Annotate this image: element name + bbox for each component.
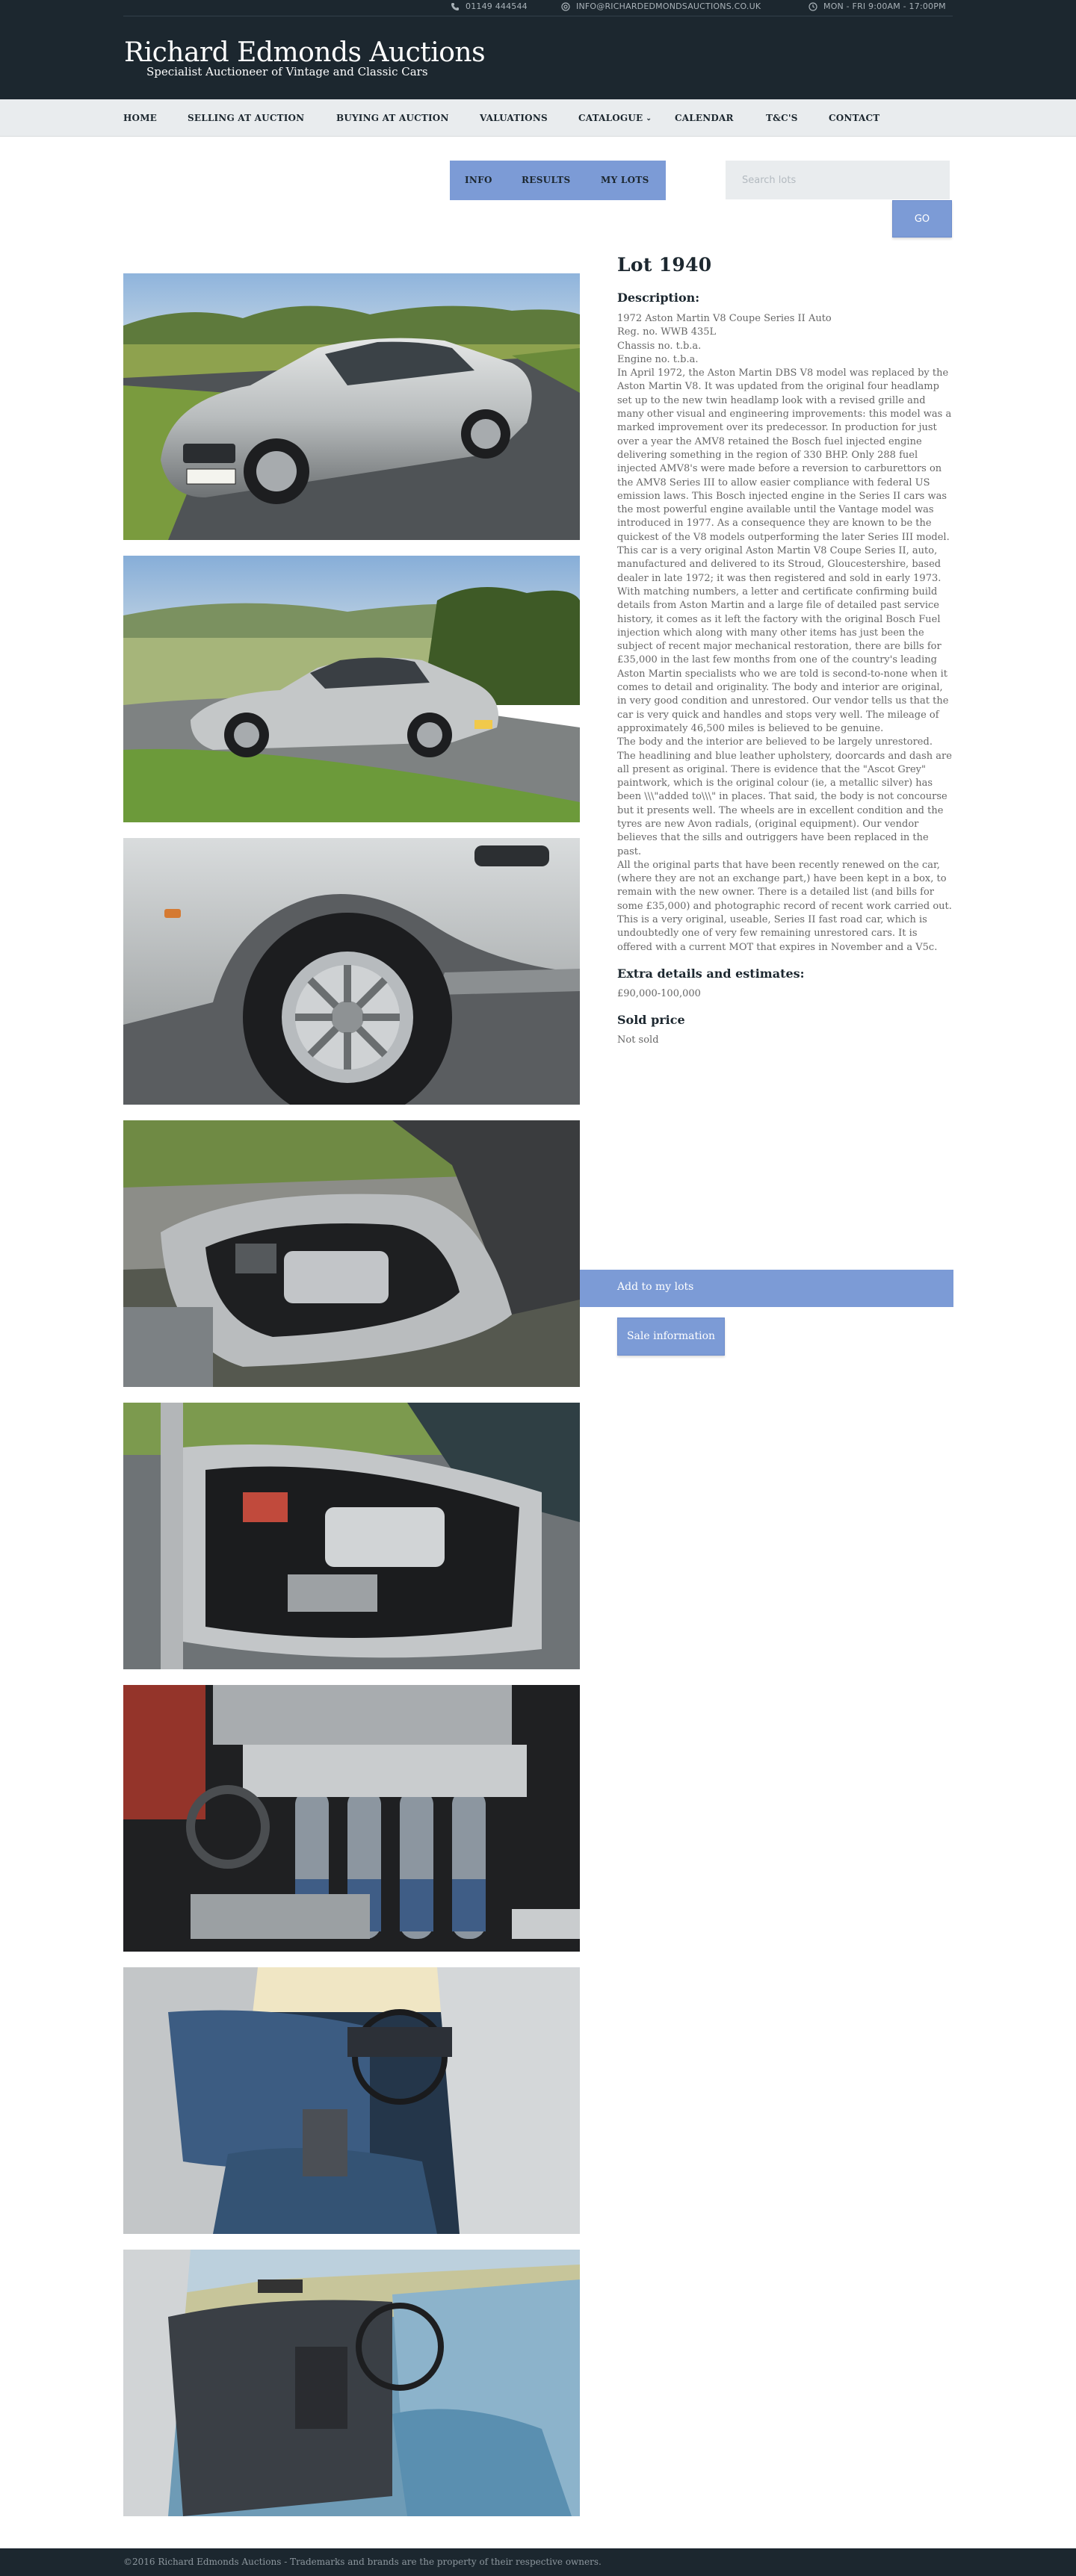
chevron-down-icon: ⌄ — [646, 115, 652, 122]
phone-number: 01149 444544 — [466, 1, 528, 11]
sold-price-heading: Sold price — [617, 1012, 685, 1027]
subnav-info[interactable]: INFO — [465, 175, 492, 185]
description-paragraph: The body and the interior are believed to be largely unrestored. The headlining and blue leather upholstery, doorcards and dash are all present as original. There is evidence that the "Ascot Grey" paintwork, which is the original colour (ie, a metallic silver) has been \\\"added to\\\" in places. That said, the body is not concourse but it presents well. The wheels are in excellent condition and the tyres are new Avon radials, (original equipment). Our vendor believes that the sills and outriggers have been replaced in the past. — [617, 736, 952, 857]
engine-bay-photo[interactable] — [123, 1120, 580, 1387]
engine-bay-angle-photo[interactable] — [123, 1403, 580, 1669]
description-paragraph: This is a very original, useable, Series II fast road car, which is undoubtedly one of very few remaining unrestored cars. It is offered with a current MOT that expires in November and a V5c. — [617, 914, 938, 953]
car-front-three-quarter-photo[interactable] — [123, 273, 580, 540]
site-tagline: Specialist Auctioneer of Vintage and Classic Cars — [146, 65, 428, 78]
search-input[interactable] — [726, 161, 950, 199]
site-title[interactable]: Richard Edmonds Auctions — [124, 37, 486, 68]
nav-item-selling-at-auction[interactable]: SELLING AT AUCTION — [188, 113, 305, 123]
lot-details — [617, 254, 953, 1046]
nav-item-calendar[interactable]: CALENDAR — [675, 113, 734, 123]
description-paragraph: This car is a very original Aston Martin V8 Coupe Series II, auto, manufactured and delivered to its Stroud, Gloucestershire, based dealer in late 1972; it was then registered and sold in early 1973. With matching numbers, a letter and certificate confirming build details from Aston Martin and a large file of detailed past service history, it comes as it left the factory with the original Bosch Fuel injection which along with many other items has just been the subject of recent major mechanical restoration, there are bills for £35,000 in the last few months from one of the country's leading Aston Martin specialists who we are told is second-to-none when it comes to detail and originality. The body and interior are original, in very good condition and unrestored. Our vendor tells us that the car is very quick and handles and stops very well. The mileage of approximately 46,500 miles is believed to be genuine. — [617, 545, 949, 734]
site-header — [0, 0, 1076, 99]
subnav-results[interactable]: RESULTS — [522, 175, 571, 185]
description-heading: Description: — [617, 291, 700, 305]
description-paragraph: In April 1972, the Aston Martin DBS V8 model was replaced by the Aston Martin V8. It was updated from the original four headlamp set up to the new twin headlamp look with a revised grille and many other visual and engineering improvements: this model was a marked improvement over its predecessor. In production for just over a year the AMV8 retained the Bosch fuel injected engine delivering something in the region of 330 BHP. Only 288 fuel injected AMV8's were made before a reversion to carburettors on the AMV8 Series III to allow easier compliance with federal US emission laws. This Bosch injected engine in the Series II cars was the most powerful engine available until the Vantage model was introduced in 1977. As a consequence they are known to be the quickest of the V8 models outperforming the later Series III model. — [617, 367, 952, 543]
nav-item-home[interactable]: HOME — [123, 113, 158, 123]
opening-hours — [808, 1, 946, 11]
email-icon — [561, 2, 570, 11]
description-line: Chassis no. t.b.a. — [617, 340, 702, 352]
description-line: Reg. no. WWB 435L — [617, 326, 717, 338]
email-contact[interactable] — [561, 1, 761, 11]
description-paragraph: All the original parts that have been recently renewed on the car, (where they are not an exchange part,) have been kept in a box, to remain with the new owner. There is a detailed list (and bills for some £35,000) and photographic record of recent work carried out. — [617, 859, 952, 912]
add-to-my-lots-button[interactable]: Add to my lots — [580, 1270, 953, 1307]
extra-details-heading: Extra details and estimates: — [617, 966, 805, 981]
interior-rear-seats-photo[interactable] — [123, 1967, 580, 2234]
nav-item-contact[interactable]: CONTACT — [829, 113, 880, 123]
opening-hours-text: MON - FRI 9:00AM - 17:00PM — [823, 1, 946, 11]
wheel-closeup-photo[interactable] — [123, 838, 580, 1105]
main-navigation — [0, 99, 1076, 137]
subnav-my-lots[interactable]: MY LOTS — [601, 175, 649, 185]
phone-contact[interactable] — [451, 1, 528, 11]
footer-copyright: ©2016 Richard Edmonds Auctions - Trademarks and brands are the property of their respective owners. — [123, 2557, 602, 2567]
search-go-button[interactable]: GO — [892, 200, 952, 238]
estimate-value: £90,000-100,000 — [617, 987, 701, 999]
car-side-profile-photo[interactable] — [123, 556, 580, 822]
auction-subnav — [450, 161, 666, 200]
clock-icon — [808, 2, 817, 11]
sale-information-button[interactable]: Sale information — [617, 1318, 725, 1356]
nav-item-buying-at-auction[interactable]: BUYING AT AUCTION — [336, 113, 449, 123]
nav-item-catalogue-label: CATALOGUE — [578, 113, 643, 123]
nav-item-catalogue[interactable] — [578, 113, 652, 123]
nav-item-terms[interactable]: T&C'S — [766, 113, 798, 123]
engine-closeup-photo[interactable] — [123, 1685, 580, 1952]
lot-description — [617, 312, 953, 955]
interior-dashboard-photo[interactable] — [123, 2250, 580, 2516]
description-line: 1972 Aston Martin V8 Coupe Series II Auto — [617, 313, 832, 324]
site-footer — [0, 2548, 1076, 2576]
sold-price-value: Not sold — [617, 1034, 659, 1046]
lot-title: Lot 1940 — [617, 254, 712, 276]
email-address: INFO@RICHARDEDMONDSAUCTIONS.CO.UK — [576, 1, 761, 11]
nav-item-valuations[interactable]: VALUATIONS — [480, 113, 548, 123]
description-line: Engine no. t.b.a. — [617, 353, 699, 365]
phone-icon — [451, 2, 460, 11]
contact-topbar — [123, 0, 953, 16]
